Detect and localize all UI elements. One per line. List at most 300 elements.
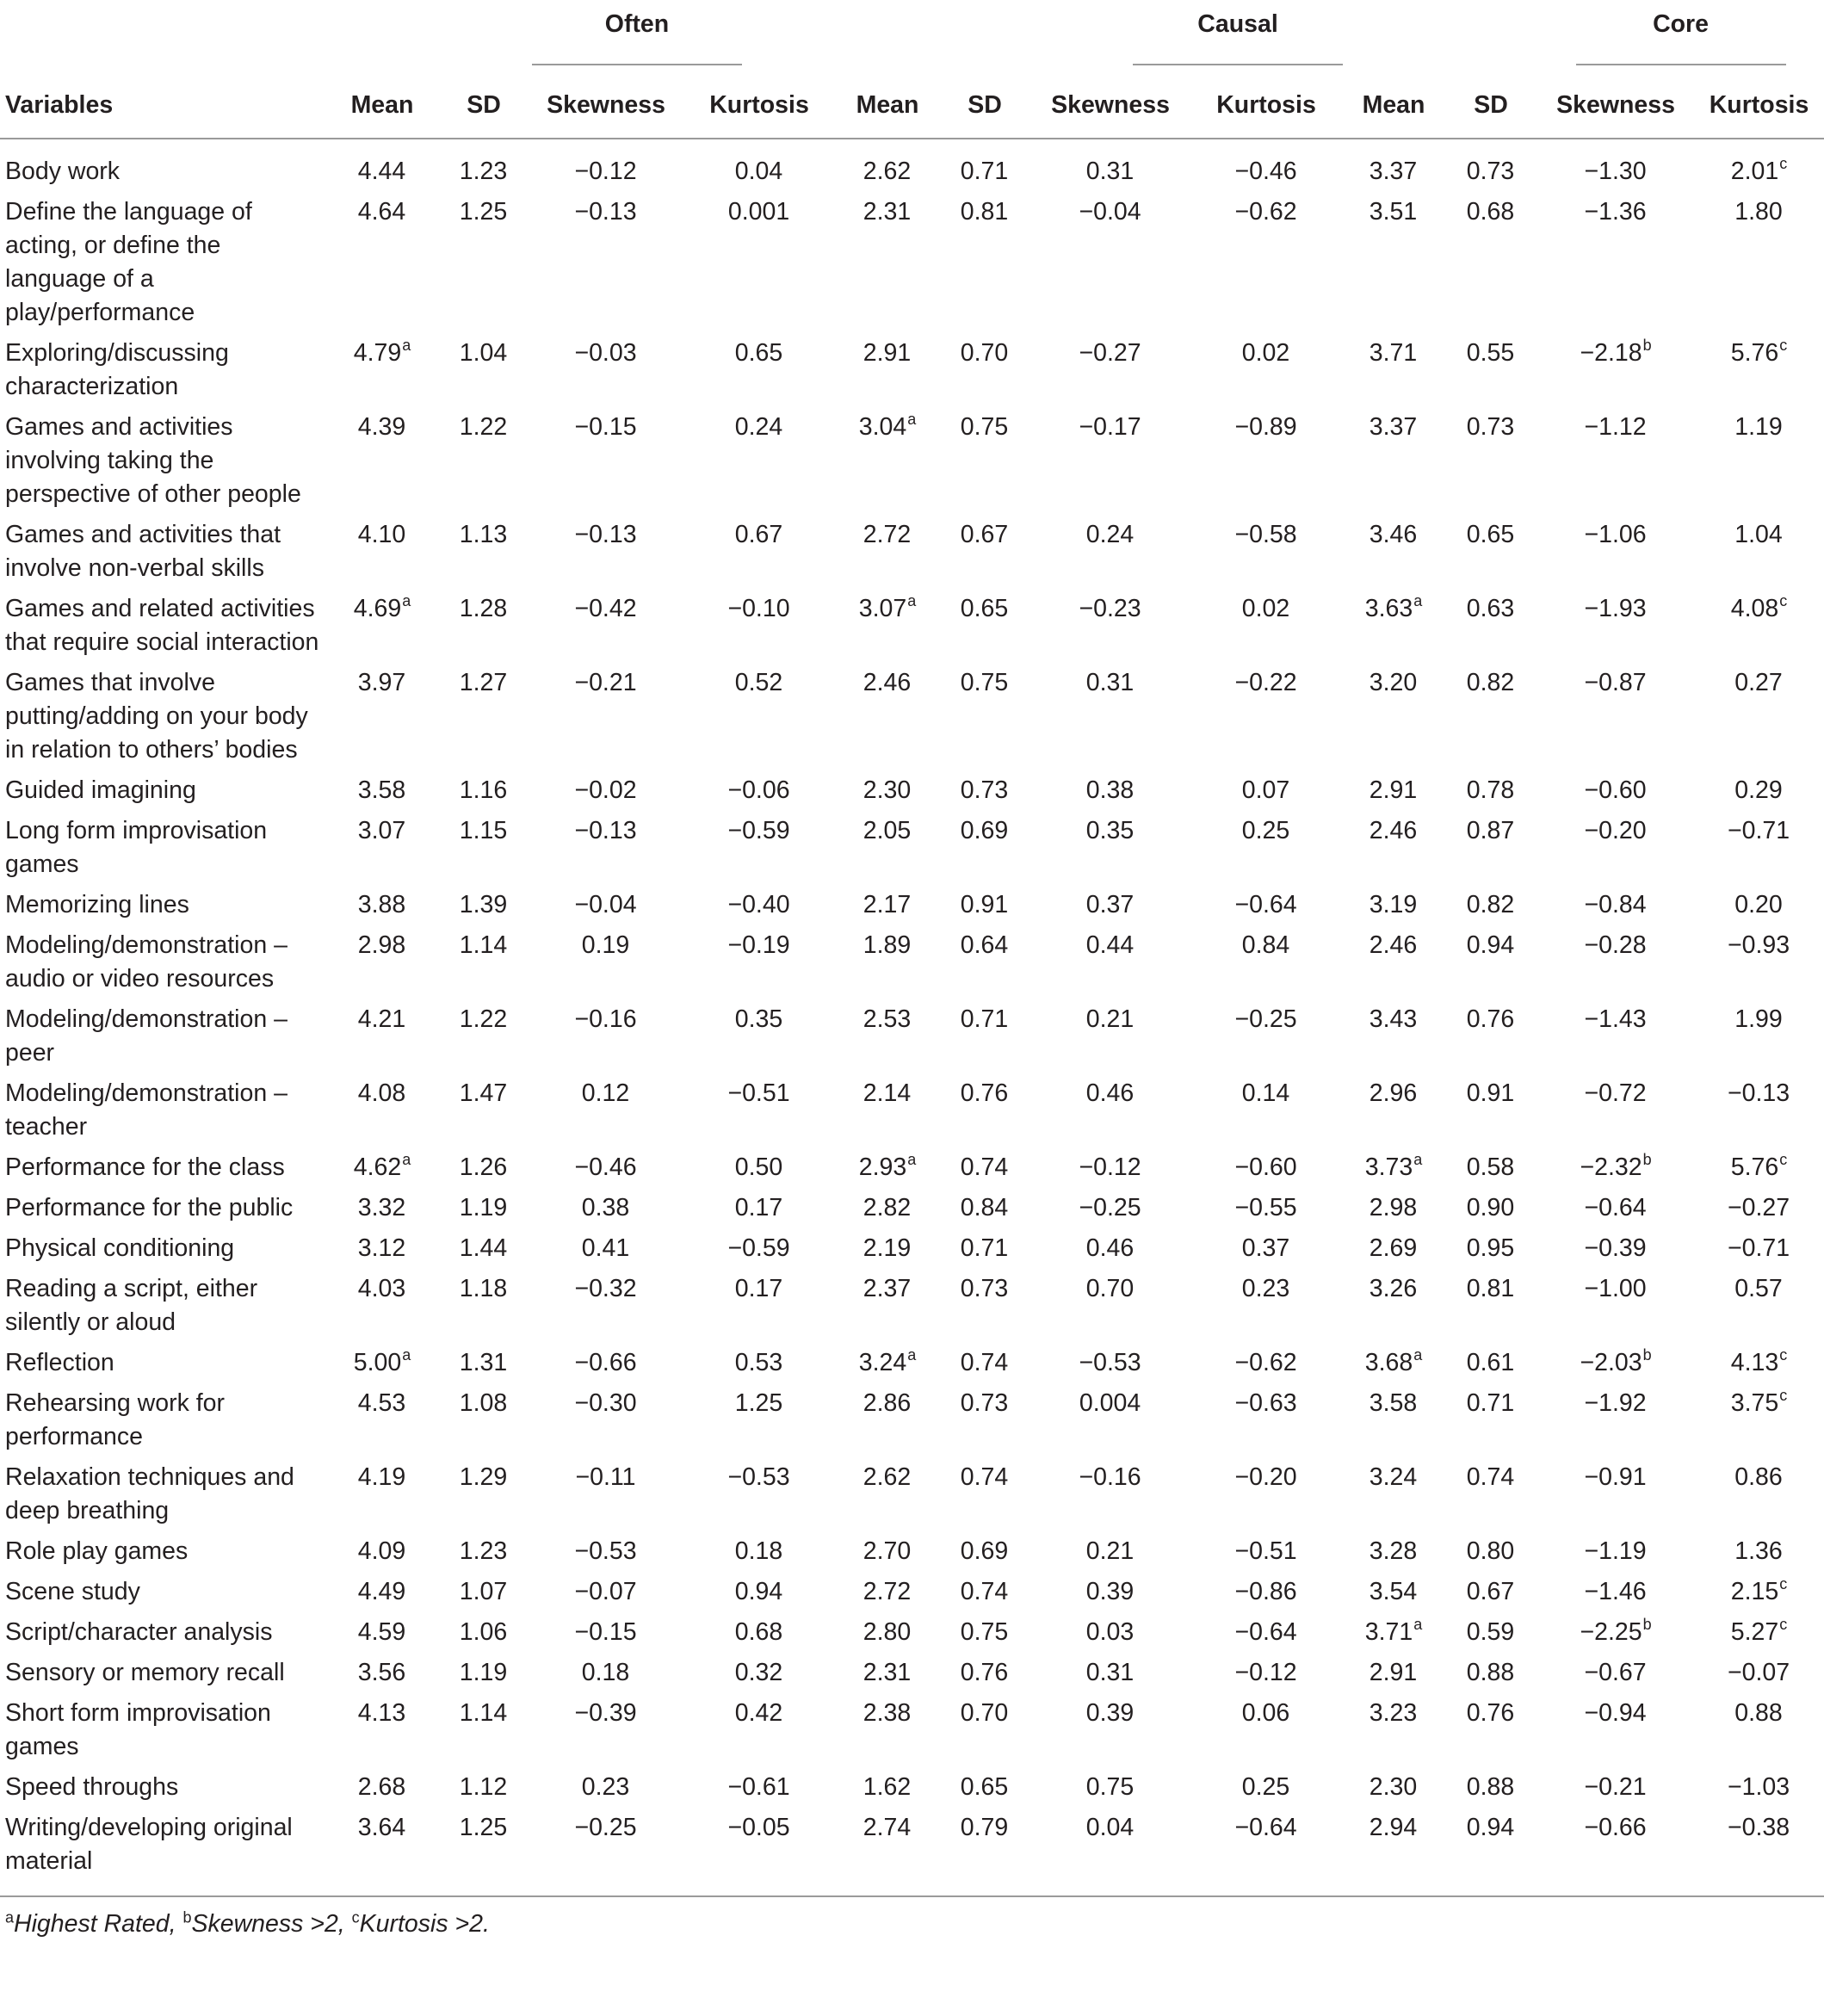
- value-cell: [682, 1346, 837, 1387]
- value-cell: [437, 1077, 530, 1151]
- value-cell: [1694, 1771, 1824, 1811]
- table-row: [0, 888, 1824, 929]
- value-text: 4.09: [357, 1537, 406, 1565]
- value-text: −1.00: [1584, 1275, 1647, 1302]
- value-cell: [1694, 774, 1824, 814]
- table-row: [0, 1771, 1824, 1811]
- value-cell: [1190, 155, 1343, 195]
- value-text: 0.74: [960, 1463, 1009, 1491]
- column-header-kurtosis: Kurtosis: [1694, 72, 1824, 139]
- value-cell: [437, 1387, 530, 1461]
- value-cell: [1444, 774, 1537, 814]
- value-cell: [530, 155, 682, 195]
- value-cell: [682, 774, 837, 814]
- value-text: −0.28: [1584, 931, 1647, 959]
- value-text: 0.73: [1466, 158, 1515, 185]
- value-cell: [1444, 1272, 1537, 1346]
- value-text: −0.23: [1079, 595, 1141, 622]
- value-text: 0.74: [1466, 1463, 1515, 1491]
- value-text: 1.15: [459, 817, 508, 844]
- variable-name-cell: Short form improvisation games: [5, 1699, 271, 1760]
- value-cell: [837, 888, 938, 929]
- column-header-mean: Mean: [1343, 72, 1444, 139]
- value-cell: [938, 1387, 1031, 1461]
- footnote-marker: c: [1779, 336, 1788, 354]
- value-text: 2.91: [1369, 1659, 1418, 1686]
- table-row: [0, 1697, 1824, 1771]
- value-text: 2.14: [863, 1079, 912, 1107]
- value-text: 4.08: [1730, 595, 1779, 622]
- value-cell: [1031, 411, 1190, 518]
- value-text: 4.13: [357, 1699, 406, 1727]
- value-cell: [1190, 814, 1343, 888]
- value-cell: [1031, 1616, 1190, 1656]
- value-cell: [1343, 1232, 1444, 1272]
- group-header-causal: [1031, 0, 1444, 72]
- footnote-marker: a: [907, 1345, 917, 1364]
- value-text: 0.24: [1085, 521, 1135, 548]
- value-cell: [682, 1387, 837, 1461]
- value-cell: [837, 1461, 938, 1535]
- table-row: [0, 1272, 1824, 1346]
- value-text: 0.38: [1085, 776, 1135, 804]
- value-text: 0.75: [960, 1618, 1009, 1646]
- group-header-gap: [1444, 0, 1537, 72]
- value-text: 0.84: [960, 1194, 1009, 1221]
- value-text: 0.31: [1085, 158, 1135, 185]
- value-text: 2.98: [1369, 1194, 1418, 1221]
- value-text: 3.07: [357, 817, 406, 844]
- variable-name-cell: Games and activities involving taking the perspective of other people: [5, 413, 301, 508]
- value-text: 0.81: [1466, 1275, 1515, 1302]
- group-header-gap: [837, 0, 938, 72]
- table-footnote-row: [0, 1896, 1824, 1941]
- value-cell: [1694, 1656, 1824, 1697]
- value-cell: [682, 1535, 837, 1575]
- value-text: 0.68: [734, 1618, 783, 1646]
- value-text: −0.51: [1234, 1537, 1297, 1565]
- footnote-marker: a: [907, 410, 917, 428]
- footnote-marker: a: [1413, 1345, 1423, 1364]
- group-label-core: Core: [1576, 8, 1786, 65]
- value-text: 0.70: [960, 1699, 1009, 1727]
- value-cell: [682, 592, 837, 666]
- value-text: −0.21: [574, 669, 637, 696]
- value-text: 0.82: [1466, 669, 1515, 696]
- value-text: 0.12: [581, 1079, 630, 1107]
- footnote-marker: a: [1413, 591, 1423, 609]
- value-text: 0.74: [960, 1349, 1009, 1376]
- value-cell: [1190, 1771, 1343, 1811]
- value-cell: [837, 337, 938, 411]
- value-text: −0.06: [727, 776, 790, 804]
- value-text: −0.05: [727, 1814, 790, 1841]
- value-text: 2.68: [357, 1773, 406, 1801]
- value-cell: [1444, 518, 1537, 592]
- value-text: 0.42: [734, 1699, 783, 1727]
- value-text: −0.64: [1234, 891, 1297, 918]
- value-text: 1.04: [1734, 521, 1783, 548]
- value-cell: [437, 1232, 530, 1272]
- value-cell: [1694, 1232, 1824, 1272]
- value-text: 2.96: [1369, 1079, 1418, 1107]
- value-cell: [682, 155, 837, 195]
- value-cell: [682, 929, 837, 1003]
- value-text: −0.27: [1079, 339, 1141, 367]
- table-row: [0, 592, 1824, 666]
- value-text: −0.25: [1234, 1005, 1297, 1033]
- value-cell: [1190, 1232, 1343, 1272]
- value-text: 0.31: [1085, 1659, 1135, 1686]
- value-text: −0.62: [1234, 1349, 1297, 1376]
- variable-name-cell: Modeling/demonstration – audio or video resources: [5, 931, 288, 993]
- value-cell: [1190, 888, 1343, 929]
- footnote-text-a: Highest Rated,: [14, 1910, 183, 1938]
- value-text: −0.42: [574, 595, 637, 622]
- value-cell: [1343, 1616, 1444, 1656]
- value-cell: [437, 1346, 530, 1387]
- footnote-marker: a: [402, 1345, 411, 1364]
- value-cell: [682, 1771, 837, 1811]
- footnote-mark-a: a: [5, 1908, 15, 1926]
- value-cell: [327, 1811, 437, 1896]
- value-text: 0.67: [1466, 1578, 1515, 1605]
- value-text: 1.08: [459, 1389, 508, 1417]
- value-text: −0.91: [1584, 1463, 1647, 1491]
- value-text: −0.72: [1584, 1079, 1647, 1107]
- value-text: 0.38: [581, 1194, 630, 1221]
- value-text: −1.43: [1584, 1005, 1647, 1033]
- value-cell: [530, 1811, 682, 1896]
- value-cell: [1343, 929, 1444, 1003]
- value-text: −0.38: [1727, 1814, 1790, 1841]
- value-text: 2.72: [863, 521, 912, 548]
- value-cell: [1694, 1272, 1824, 1346]
- value-cell: [1031, 666, 1190, 774]
- value-text: 0.57: [1734, 1275, 1783, 1302]
- value-cell: [938, 774, 1031, 814]
- value-cell: [1444, 1387, 1537, 1461]
- value-text: 2.31: [863, 198, 912, 226]
- value-cell: [1343, 1077, 1444, 1151]
- footnote-marker: a: [402, 591, 411, 609]
- value-cell: [837, 592, 938, 666]
- value-text: −0.32: [574, 1275, 637, 1302]
- value-cell: [1444, 155, 1537, 195]
- value-text: −0.39: [1584, 1234, 1647, 1262]
- value-cell: [1444, 1656, 1537, 1697]
- value-text: −0.12: [1234, 1659, 1297, 1686]
- value-cell: [1190, 1461, 1343, 1535]
- value-cell: [437, 1151, 530, 1191]
- value-text: 2.31: [863, 1659, 912, 1686]
- value-cell: [1537, 1697, 1694, 1771]
- value-text: 0.67: [960, 521, 1009, 548]
- value-text: 1.14: [459, 1699, 508, 1727]
- value-cell: [682, 1151, 837, 1191]
- value-cell: [1031, 1191, 1190, 1232]
- column-header-sd: SD: [938, 72, 1031, 139]
- value-cell: [682, 1077, 837, 1151]
- value-text: 2.38: [863, 1699, 912, 1727]
- value-text: 2.05: [863, 817, 912, 844]
- value-text: −0.12: [1079, 1153, 1141, 1181]
- value-cell: [837, 1151, 938, 1191]
- value-text: 1.23: [459, 1537, 508, 1565]
- value-cell: [938, 888, 1031, 929]
- group-header-core: [1537, 0, 1824, 72]
- value-cell: [327, 1151, 437, 1191]
- value-text: 1.13: [459, 521, 508, 548]
- value-cell: [1031, 518, 1190, 592]
- value-cell: [1537, 929, 1694, 1003]
- value-text: −0.04: [574, 891, 637, 918]
- value-text: 0.03: [1085, 1618, 1135, 1646]
- value-cell: [1343, 1461, 1444, 1535]
- value-text: 3.24: [1369, 1463, 1418, 1491]
- table-row: [0, 814, 1824, 888]
- value-text: 1.19: [459, 1659, 508, 1686]
- value-text: 0.65: [1466, 521, 1515, 548]
- value-cell: [1031, 1151, 1190, 1191]
- value-text: 0.04: [1085, 1814, 1135, 1841]
- value-cell: [530, 1697, 682, 1771]
- value-cell: [327, 1771, 437, 1811]
- value-text: −2.03: [1580, 1349, 1642, 1376]
- value-text: −0.84: [1584, 891, 1647, 918]
- value-text: 4.64: [357, 198, 406, 226]
- value-text: 0.69: [960, 817, 1009, 844]
- value-text: 0.29: [1734, 776, 1783, 804]
- value-text: 0.73: [960, 1275, 1009, 1302]
- value-cell: [327, 592, 437, 666]
- value-cell: [327, 1272, 437, 1346]
- group-header-gap: [327, 0, 437, 72]
- value-cell: [682, 1191, 837, 1232]
- value-text: 0.76: [960, 1659, 1009, 1686]
- value-text: 2.46: [863, 669, 912, 696]
- value-cell: [1537, 1575, 1694, 1616]
- value-text: 1.99: [1734, 1005, 1783, 1033]
- value-text: 0.37: [1241, 1234, 1290, 1262]
- value-text: 1.19: [459, 1194, 508, 1221]
- value-text: 3.37: [1369, 158, 1418, 185]
- footnote-marker: c: [1779, 1615, 1788, 1633]
- value-cell: [1031, 337, 1190, 411]
- value-cell: [1444, 929, 1537, 1003]
- value-cell: [837, 1346, 938, 1387]
- variable-name-cell: Long form improvisation games: [5, 817, 268, 878]
- value-cell: [437, 1191, 530, 1232]
- value-text: 0.35: [734, 1005, 783, 1033]
- value-text: 3.64: [357, 1814, 406, 1841]
- value-cell: [938, 1811, 1031, 1896]
- value-text: 0.73: [960, 776, 1009, 804]
- value-text: 4.21: [357, 1005, 406, 1033]
- value-text: 4.62: [353, 1153, 402, 1181]
- value-cell: [437, 1535, 530, 1575]
- value-cell: [530, 1575, 682, 1616]
- value-text: −0.21: [1584, 1773, 1647, 1801]
- value-text: 0.71: [960, 1234, 1009, 1262]
- value-cell: [938, 1151, 1031, 1191]
- variable-name-cell: Define the language of acting, or define the language of a play/performance: [5, 198, 252, 326]
- variable-name-cell: Role play games: [5, 1537, 189, 1565]
- value-text: −0.89: [1234, 413, 1297, 441]
- variable-name-cell: Body work: [5, 158, 121, 185]
- value-cell: [1343, 666, 1444, 774]
- value-cell: [1343, 1697, 1444, 1771]
- value-text: −0.15: [574, 413, 637, 441]
- value-cell: [1190, 337, 1343, 411]
- value-cell: [938, 411, 1031, 518]
- footnote-text-c: Kurtosis >2.: [359, 1910, 490, 1938]
- value-cell: [1343, 411, 1444, 518]
- value-text: 0.37: [1085, 891, 1135, 918]
- value-text: −0.51: [727, 1079, 790, 1107]
- value-cell: [530, 411, 682, 518]
- value-cell: [1694, 1811, 1824, 1896]
- value-cell: [1444, 195, 1537, 337]
- value-cell: [938, 1191, 1031, 1232]
- value-text: 0.78: [1466, 776, 1515, 804]
- value-cell: [530, 1232, 682, 1272]
- value-text: 0.65: [960, 595, 1009, 622]
- value-cell: [530, 1771, 682, 1811]
- value-text: −0.55: [1234, 1194, 1297, 1221]
- value-cell: [437, 1771, 530, 1811]
- value-cell: [327, 1346, 437, 1387]
- value-text: 5.27: [1730, 1618, 1779, 1646]
- value-cell: [1343, 1346, 1444, 1387]
- column-header-sd: SD: [437, 72, 530, 139]
- value-cell: [530, 1077, 682, 1151]
- value-text: 2.53: [863, 1005, 912, 1033]
- value-text: 0.71: [960, 1005, 1009, 1033]
- value-cell: [1444, 337, 1537, 411]
- value-cell: [1444, 1811, 1537, 1896]
- value-cell: [530, 666, 682, 774]
- value-text: 0.44: [1085, 931, 1135, 959]
- value-cell: [837, 1077, 938, 1151]
- footnote-mark-b: b: [182, 1908, 192, 1926]
- value-cell: [682, 518, 837, 592]
- value-text: 4.69: [353, 595, 402, 622]
- value-cell: [1343, 592, 1444, 666]
- group-header-gap: [938, 0, 1031, 72]
- value-text: 0.24: [734, 413, 783, 441]
- variable-name-cell: Rehearsing work for performance: [5, 1389, 226, 1450]
- value-text: 0.06: [1241, 1699, 1290, 1727]
- value-text: 0.76: [960, 1079, 1009, 1107]
- value-cell: [1031, 888, 1190, 929]
- footnote-marker: b: [1642, 1150, 1652, 1168]
- value-cell: [530, 592, 682, 666]
- value-cell: [437, 1811, 530, 1896]
- value-cell: [1031, 1232, 1190, 1272]
- value-text: 0.94: [734, 1578, 783, 1605]
- value-text: −0.59: [727, 817, 790, 844]
- value-text: 0.46: [1085, 1079, 1135, 1107]
- table-footnote: [0, 1896, 1824, 1941]
- value-text: 2.19: [863, 1234, 912, 1262]
- value-text: 0.74: [960, 1578, 1009, 1605]
- variable-name-cell: Script/character analysis: [5, 1618, 273, 1646]
- group-label-causal: Causal: [1133, 8, 1343, 65]
- value-cell: [530, 888, 682, 929]
- value-cell: [682, 195, 837, 337]
- value-text: 2.82: [863, 1194, 912, 1221]
- table-row: [0, 1461, 1824, 1535]
- value-text: 0.94: [1466, 931, 1515, 959]
- value-text: −0.94: [1584, 1699, 1647, 1727]
- column-header-skewness: Skewness: [1031, 72, 1190, 139]
- value-text: 0.71: [960, 158, 1009, 185]
- footnote-marker: a: [907, 1150, 917, 1168]
- value-text: −2.18: [1580, 339, 1642, 367]
- value-text: 2.17: [863, 891, 912, 918]
- footnote-marker: c: [1779, 154, 1788, 172]
- value-cell: [1190, 1003, 1343, 1077]
- value-cell: [437, 1272, 530, 1346]
- value-text: 0.95: [1466, 1234, 1515, 1262]
- value-cell: [1444, 1003, 1537, 1077]
- value-cell: [1537, 1151, 1694, 1191]
- value-text: −0.66: [1584, 1814, 1647, 1841]
- value-cell: [1031, 1697, 1190, 1771]
- value-cell: [1694, 1191, 1824, 1232]
- value-text: 0.20: [1734, 891, 1783, 918]
- value-text: 1.36: [1734, 1537, 1783, 1565]
- value-cell: [938, 1077, 1031, 1151]
- value-cell: [1190, 774, 1343, 814]
- value-cell: [1694, 1575, 1824, 1616]
- value-cell: [1444, 1151, 1537, 1191]
- value-cell: [1190, 518, 1343, 592]
- table-row: [0, 929, 1824, 1003]
- value-cell: [1694, 195, 1824, 337]
- value-text: 3.32: [357, 1194, 406, 1221]
- value-text: 3.28: [1369, 1537, 1418, 1565]
- value-cell: [1537, 518, 1694, 592]
- value-cell: [530, 1003, 682, 1077]
- value-cell: [1343, 814, 1444, 888]
- value-text: 3.73: [1364, 1153, 1413, 1181]
- footnote-marker: a: [402, 336, 411, 354]
- value-text: 3.88: [357, 891, 406, 918]
- value-cell: [938, 1461, 1031, 1535]
- value-text: −0.93: [1727, 931, 1790, 959]
- value-text: 2.80: [863, 1618, 912, 1646]
- value-text: 0.88: [1734, 1699, 1783, 1727]
- value-cell: [1031, 1346, 1190, 1387]
- value-cell: [1444, 1771, 1537, 1811]
- value-cell: [1537, 1771, 1694, 1811]
- value-cell: [1031, 1656, 1190, 1697]
- value-cell: [682, 1656, 837, 1697]
- variable-name-cell: Reflection: [5, 1349, 114, 1376]
- value-cell: [938, 1346, 1031, 1387]
- value-cell: [1694, 1697, 1824, 1771]
- value-cell: [1031, 1575, 1190, 1616]
- value-text: 2.62: [863, 158, 912, 185]
- value-text: 1.22: [459, 1005, 508, 1033]
- value-text: 1.26: [459, 1153, 508, 1181]
- value-cell: [1343, 155, 1444, 195]
- value-cell: [1031, 1461, 1190, 1535]
- value-text: −0.07: [1727, 1659, 1790, 1686]
- value-cell: [1537, 195, 1694, 337]
